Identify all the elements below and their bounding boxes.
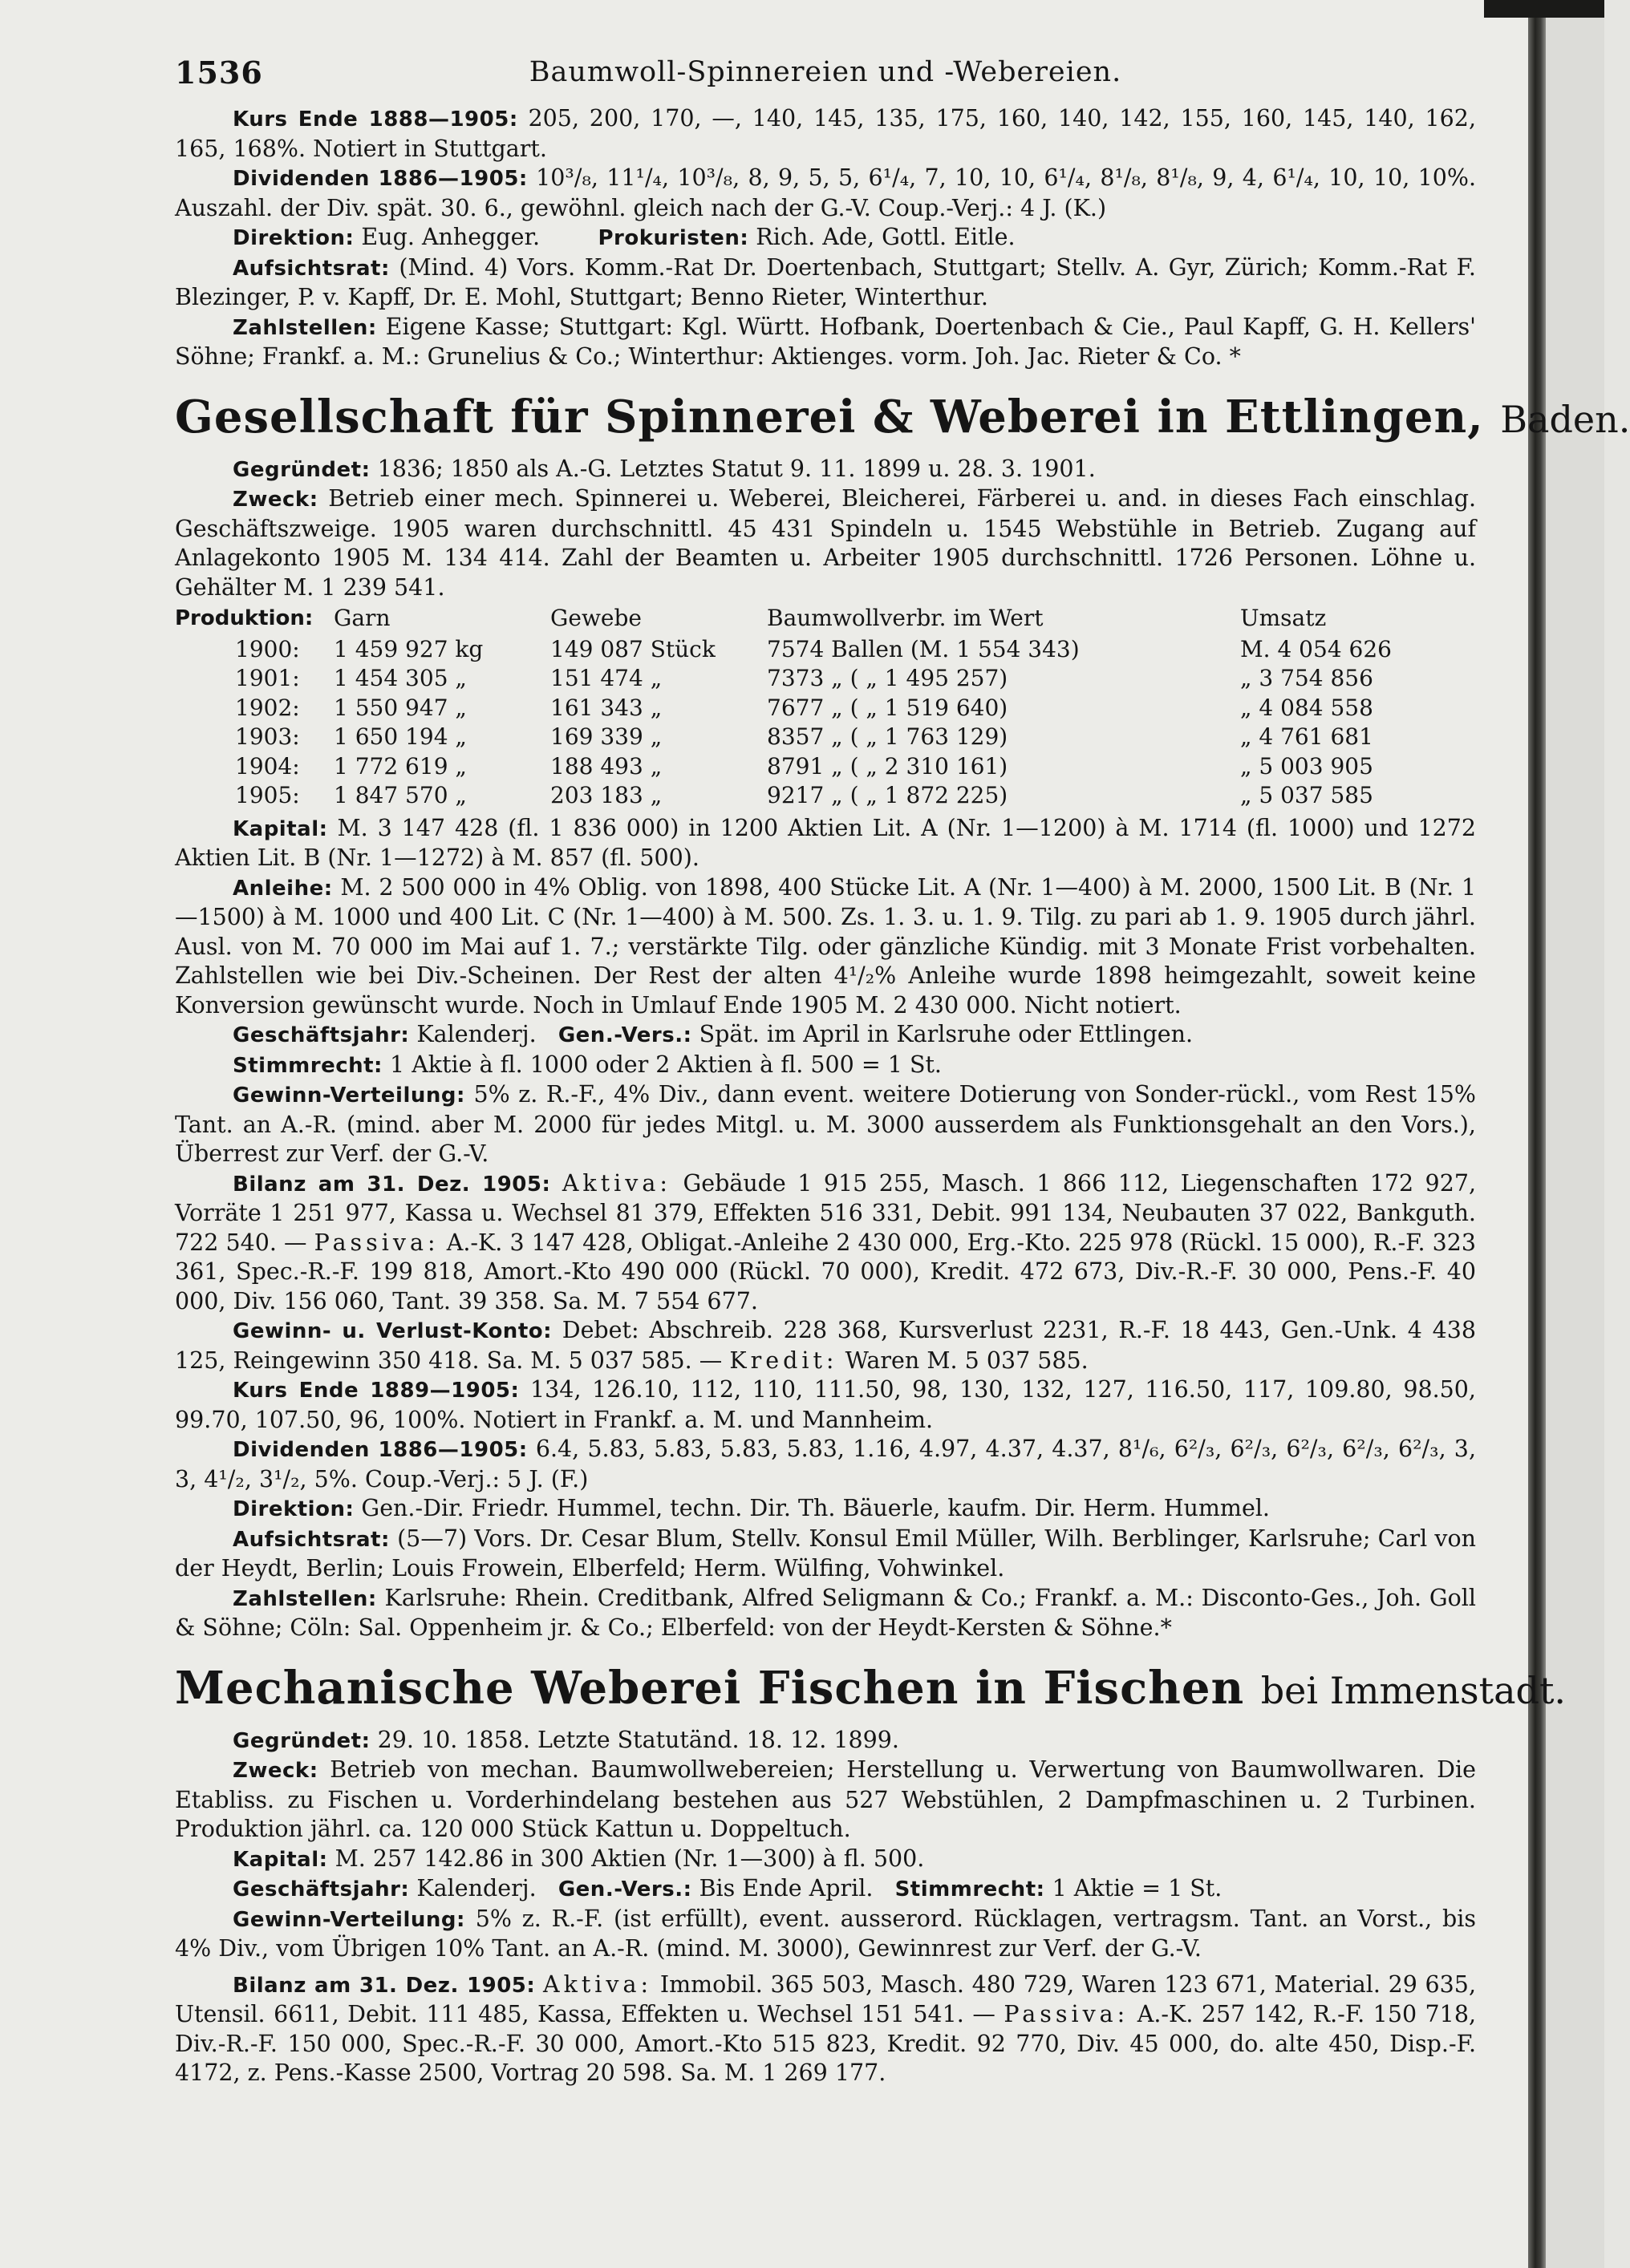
ettlingen-zahlstellen: Zahlstellen: Karlsruhe: Rhein. Creditbank, Alfred Seligmann & Co.; Frankf. a. M.: Disconto-Ges., Joh. Goll & Söhne; Cöln: Sal. Oppenheim jr. & Co.; Elberfeld: von der Heydt-Kersten & Söhne.* (175, 1584, 1477, 1641)
prev-zahlstellen: Zahlstellen: Eigene Kasse; Stuttgart: Kgl. Württ. Hofbank, Doertenbach & Cie., Paul Kapff, G. H. Kellers' Söhne; Frankf. a. M.: Grunelius & Co.; Winterthur: Aktienges. vorm. Joh. Jac. Rieter & Co. * (175, 313, 1476, 370)
ettlingen-kapital: Kapital: M. 3 147 428 (fl. 1 836 000) in 1200 Aktien Lit. A (Nr. 1—1200) à M. 1714 (fl. 1000) und 1272 Aktien Lit. B (Nr. 1—1272) à M. 857 (fl. 500). (175, 814, 1477, 871)
table-row: 1900: 1 459 927 kg 149 087 Stück 7574 Ballen (M. 1 554 343) M. 4 054 626 (235, 635, 1392, 662)
text-column (175, 48, 1630, 2088)
table-row: 1902: 1 550 947 „ 161 343 „ 7677 „ ( „ 1 519 640) „ 4 084 558 (235, 694, 1373, 721)
entry-title-ettlingen: Gesellschaft für Spinnerei & Weberei in Ettlingen, Baden. (175, 390, 1630, 443)
col-umsatz: Umsatz (1240, 605, 1327, 631)
page-number: 1536 (175, 55, 263, 91)
produktion-label: Produktion: (175, 606, 314, 630)
entry-title-fischen: Mechanische Weberei Fischen in Fischen bei Immenstadt. (175, 1661, 1567, 1715)
col-gewebe: Gewebe (550, 605, 642, 631)
table-row: 1904: 1 772 619 „ 188 493 „ 8791 „ ( „ 2 310 161) „ 5 003 905 (235, 752, 1373, 780)
ettlingen-anleihe: Anleihe: M. 2 500 000 in 4% Oblig. von 1898, 400 Stücke Lit. A (Nr. 1—400) à M. 2000, 1500 Lit. B (Nr. 1—1500) à M. 1000 und 400 Lit. C (Nr. 1—400) à M. 500. Zs. 1. 3. u. 1. 9. Tilg. zu pari ab 1. 9. 1905 durch jährl. Ausl. von M. 70 000 im Mai auf 1. 7.; verstärkte Tilg. oder gänzliche Kündig. mit 3 Monate Frist vorbehalten. Zahlstellen wie bei Div.-Scheinen. Der Rest der alten 4¹/₂% Anleihe wurde 1898 heimgezahlt, soweit keine Konversion gewünscht wurde. Noch in Umlauf Ende 1905 M. 2 430 000. Nicht notiert. (175, 873, 1476, 1019)
ettlingen-kurs: Kurs Ende 1889—1905: 134, 126.10, 112, 110, 111.50, 98, 130, 132, 127, 116.50, 117, 109.80, 98.50, 99.70, 107.50, 96, 100%. Notiert in Frankf. a. M. und Mannheim. (175, 1376, 1476, 1433)
ettlingen-bilanz: Bilanz am 31. Dez. 1905: Aktiva: Gebäude 1 915 255, Masch. 1 866 112, Liegenschaften 172 927, Vorräte 1 251 977, Kassa u. Wechsel 81 379, Effekten 516 331, Debit. 991 134, Neubauten 37 022, Bankguth. 722 540. — Passiva: A.-K. 3 147 428, Obligat.-Anleihe 2 430 000, Erg.-Kto. 225 978 (Rückl. 15 000), R.-F. 323 361, Spec.-R.-F. 199 818, Amort.-Kto 490 000 (Rückl. 70 000), Kredit. 472 673, Div.-R.-F. 30 000, Pens.-F. 40 000, Div. 156 060, Tant. 39 358. Sa. M. 7 554 677. (175, 1169, 1477, 1314)
fischen-gewinn-verteilung: Gewinn-Verteilung: 5% z. R.-F. (ist erfüllt), event. ausserord. Rücklagen, vertragsm. Tant. an Vorst., bis 4% Div., vom Übrigen 10% Tant. an A.-R. (mind. M. 3000), Gewinnrest zur Verf. der G.-V. (175, 1905, 1476, 1962)
prev-dividenden: Dividenden 1886—1905: 10³/₈, 11¹/₄, 10³/₈, 8, 9, 5, 5, 6¹/₄, 7, 10, 10, 6¹/₄, 8¹/₈, 8¹/₈, 9, 4, 6¹/₄, 10, 10, 10%. Auszahl. der Div. spät. 30. 6., gewöhnl. gleich nach der G.-V. Coup.-Verj.: 4 J. (K.) (175, 164, 1476, 221)
col-baumwollverbr: Baumwollverbr. im Wert (767, 605, 1044, 631)
table-row: 1905: 1 847 570 „ 203 183 „ 9217 „ ( „ 1 872 225) „ 5 037 585 (235, 782, 1373, 808)
ettlingen-aufsichtsrat: Aufsichtsrat: (5—7) Vors. Dr. Cesar Blum, Stellv. Konsul Emil Müller, Wilh. Berblinger, Karlsruhe; Carl von der Heydt, Berlin; Louis Frowein, Elberfeld; Herm. Wülfing, Vohwinkel. (175, 1525, 1477, 1582)
fischen-bilanz: Bilanz am 31. Dez. 1905: Aktiva: Immobil. 365 503, Masch. 480 729, Waren 123 671, Material. 29 635, Utensil. 6611, Debit. 111 485, Kassa, Effekten u. Wechsel 151 541. — Passiva: A.-K. 257 142, R.-F. 150 718, Div.-R.-F. 150 000, Spec.-R.-F. 30 000, Amort.-Kto 515 823, Kredit. 92 770, Div. 45 000, do. alte 450, Disp.-F. 4172, z. Pens.-Kasse 2500, Vortrag 20 598. Sa. M. 1 269 177. (175, 1970, 1477, 2086)
running-header (175, 48, 1476, 104)
fischen-gegruendet: Gegründet: 29. 10. 1858. Letzte Statutänd. 18. 12. 1899. (233, 1726, 899, 1753)
table-row: 1901: 1 454 305 „ 151 474 „ 7373 „ ( „ 1 495 257) „ 3 754 856 (235, 665, 1373, 691)
ettlingen-stimmrecht: Stimmrecht: 1 Aktie à fl. 1000 oder 2 Aktien à fl. 500 = 1 St. (233, 1051, 942, 1078)
running-title: Baumwoll-Spinnereien und -Webereien. (529, 56, 1122, 88)
ettlingen-geschaeftsjahr: Geschäftsjahr: Kalenderj. Gen.-Vers.: Spät. im April in Karlsruhe oder Ettlingen. (233, 1021, 1194, 1047)
table-row: 1903: 1 650 194 „ 169 339 „ 8357 „ ( „ 1 763 129) „ 4 761 681 (235, 723, 1373, 750)
prev-direktion: Direktion: Eug. Anhegger. Prokuristen: Rich. Ade, Gottl. Eitle. (233, 224, 1016, 250)
spacer (175, 1964, 1476, 1970)
fischen-geschaeftsjahr: Geschäftsjahr: Kalenderj. Gen.-Vers.: Bis Ende April. Stimmrecht: 1 Aktie = 1 St. (233, 1875, 1222, 1901)
book-binding-shadow (1528, 0, 1546, 2268)
fischen-zweck: Zweck: Betrieb von mechan. Baumwollwebereien; Herstellung u. Verwertung von Baumwollwaren. Die Etabliss. zu Fischen u. Vorderhindelang bestehen aus 527 Webstühlen, 2 Dampfmaschinen u. 2 Turbinen. Produktion jährl. ca. 120 000 Stück Kattun u. Doppeltuch. (175, 1756, 1476, 1842)
prev-aufsichtsrat: Aufsichtsrat: (Mind. 4) Vors. Komm.-Rat Dr. Doertenbach, Stuttgart; Stellv. A. Gyr, Zürich; Komm.-Rat F. Blezinger, P. v. Kapff, Dr. E. Mohl, Stuttgart; Benno Rieter, Winterthur. (175, 253, 1476, 310)
prev-kurs: Kurs Ende 1888—1905: 205, 200, 170, —, 140, 145, 135, 175, 160, 140, 142, 155, 160, 145, 140, 162, 165, 168%. Notiert in Stuttgart. (175, 105, 1476, 162)
fischen-kapital: Kapital: M. 257 142.86 in 300 Aktien (Nr. 1—300) à fl. 500. (233, 1845, 925, 1872)
ettlingen-dividenden: Dividenden 1886—1905: 6.4, 5.83, 5.83, 5.83, 5.83, 1.16, 4.97, 4.37, 4.37, 8¹/₆, 6²/₃, 6²/₃, 6²/₃, 6²/₃, 6²/₃, 3, 3, 4¹/₂, 3¹/₂, 5%. Coup.-Verj.: 5 J. (F.) (175, 1436, 1477, 1492)
ettlingen-gewinn-verlust: Gewinn- u. Verlust-Konto: Debet: Abschreib. 228 368, Kursverlust 2231, R.-F. 18 443, Gen.-Unk. 4 438 125, Reingewinn 350 418. Sa. M. 5 037 585. — Kredit: Waren M. 5 037 585. (175, 1317, 1476, 1374)
top-edge-shadow (1484, 0, 1604, 18)
produktion-table (175, 604, 1473, 811)
ettlingen-gegruendet: Gegründet: 1836; 1850 als A.-G. Letztes Statut 9. 11. 1899 u. 28. 3. 1901. (233, 455, 1096, 482)
ettlingen-gewinn-verteilung: Gewinn-Verteilung: 5% z. R.-F., 4% Div., dann event. weitere Dotierung von Sonder-rückl., vom Rest 15% Tant. an A.-R. (mind. aber M. 2000 für jedes Mitgl. u. M. 3000 ausserdem als Funktionsgehalt an den Vors.), Überrest zur Verf. der G.-V. (175, 1081, 1476, 1167)
col-garn: Garn (334, 605, 391, 631)
facing-page-edge (1546, 0, 1604, 2268)
ettlingen-direktion: Direktion: Gen.-Dir. Friedr. Hummel, techn. Dir. Th. Bäuerle, kaufm. Dir. Herm. Hummel. (233, 1495, 1270, 1521)
ettlingen-zweck: Zweck: Betrieb einer mech. Spinnerei u. Weberei, Bleicherei, Färberei u. and. in dieses Fach einschlag. Geschäftszweige. 1905 waren durchschnittl. 45 431 Spindeln u. 1545 Webstühle in Betrieb. Zugang auf Anlagekonto 1905 M. 134 414. Zahl der Beamten u. Arbeiter 1905 durchschnittl. 1726 Personen. Löhne u. Gehälter M. 1 239 541. (175, 485, 1477, 601)
produktion-header-row (175, 604, 1473, 635)
